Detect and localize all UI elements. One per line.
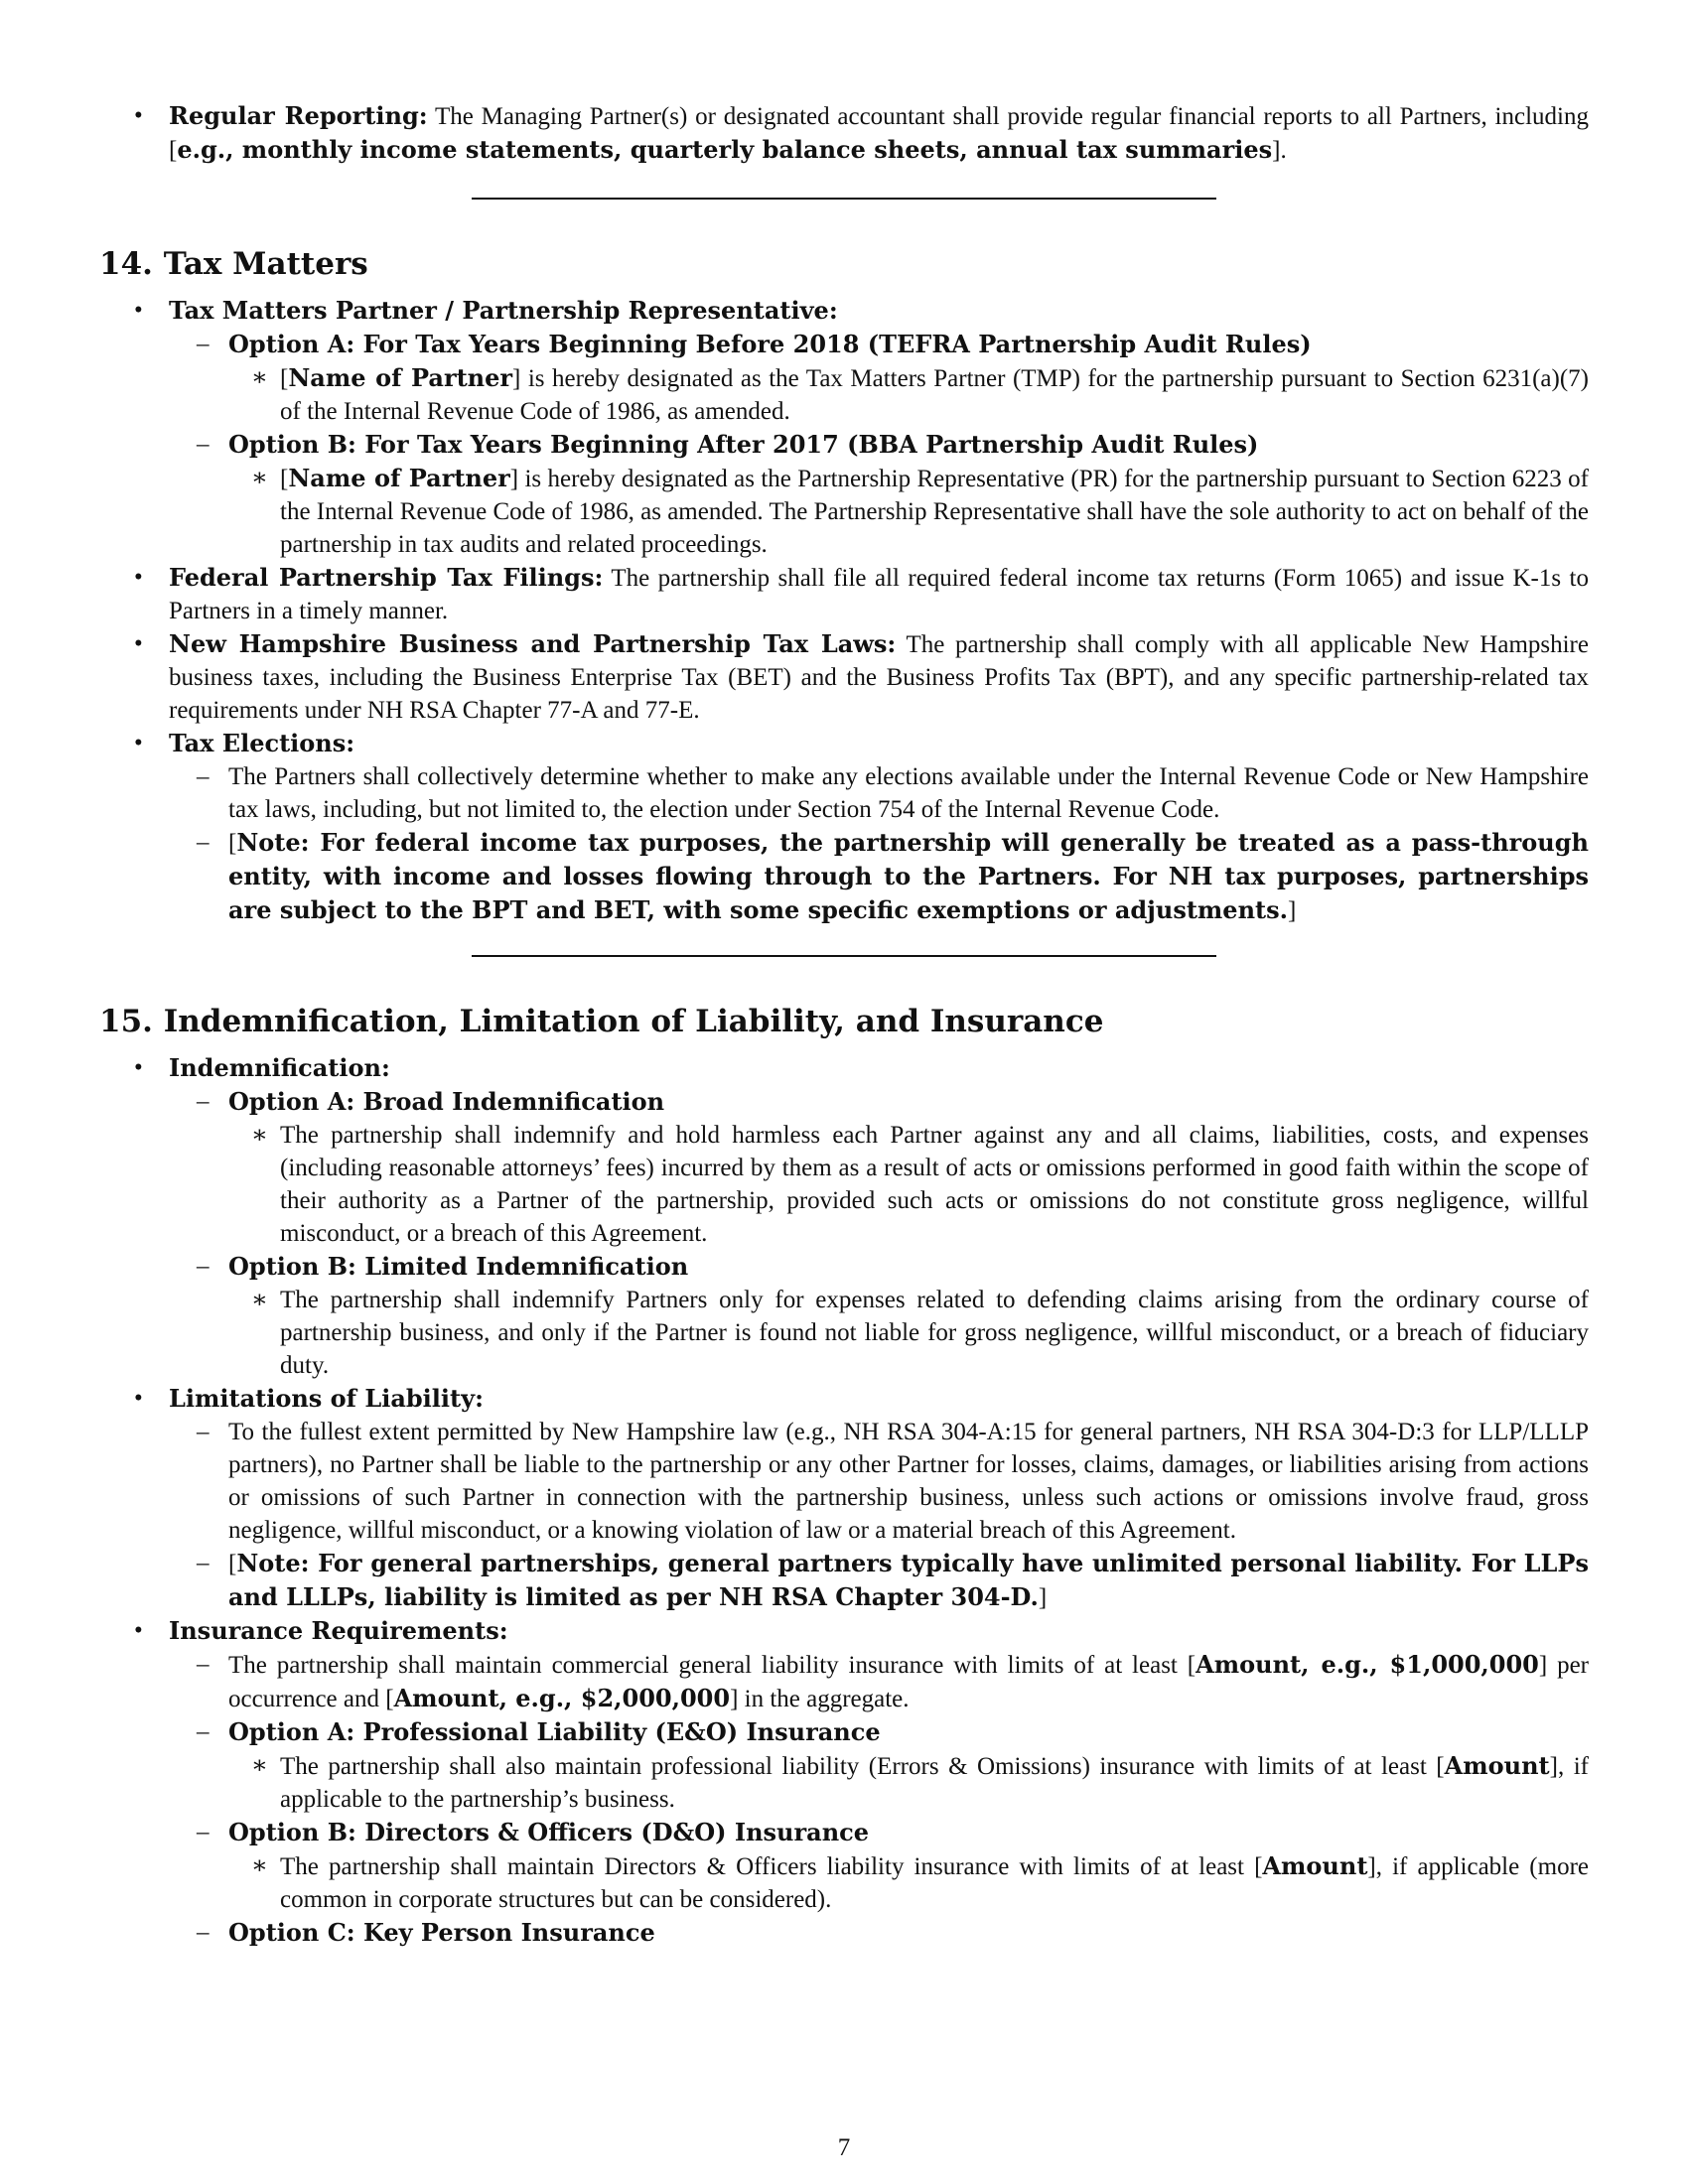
- option-a-label: Option A: For Tax Years Beginning Before 2018 (TEFRA Partnership Audit Rules): [228, 330, 1312, 358]
- indemnification-item: [99, 1051, 1589, 1085]
- limitations-text: To the fullest extent permitted by New Hampshire law (e.g., NH RSA 304-A:15 for general partners, NH RSA 304-D:3 for LLP/LLLP partners), no Partner shall be liable to the partnership or any other Partner for losses, claims, damages, or liabilities arising from actions or omissions of such Partner in connection with the partnership business, unless such actions or omissions involve fraud, gross negligence, willful misconduct, or a knowing violation of law or a material breach of this Agreement.: [228, 1419, 1589, 1544]
- bracket-open: [: [228, 830, 237, 857]
- section-14-list: [99, 294, 1589, 927]
- dash-marker: –: [197, 1253, 210, 1280]
- limitations-label: Limitations of Liability:: [169, 1384, 484, 1413]
- insurance-text-part: ] in the aggregate.: [730, 1686, 910, 1712]
- option-a-text-item: [99, 361, 1589, 428]
- bullet-marker: •: [134, 730, 143, 756]
- federal-filings-text: The partnership shall file all required federal income tax returns (Form 1065) and issue K-1s to Partners in a timely manner.: [169, 565, 1589, 624]
- option-b-label: Option B: For Tax Years Beginning After 2017 (BBA Partnership Audit Rules): [228, 430, 1259, 459]
- section-14-heading: 14. Tax Matters: [99, 246, 368, 282]
- regular-reporting-examples: e.g., monthly income statements, quarterly balance sheets, annual tax summaries: [177, 135, 1273, 164]
- bracket-open: [: [280, 466, 289, 492]
- star-marker: ∗: [251, 364, 268, 391]
- dash-marker: –: [197, 1819, 210, 1845]
- amount-placeholder: Amount, e.g., $2,000,000: [393, 1684, 731, 1712]
- bullet-marker: •: [134, 630, 143, 657]
- page-number: 7: [837, 2134, 851, 2161]
- eo-insurance-text: ], if applicable to the partnership’s business.: [280, 1753, 1589, 1813]
- limitations-text-item: [99, 1416, 1589, 1547]
- option-a-item: [99, 328, 1589, 361]
- tax-elections-text: The Partners shall collectively determine whether to make any elections available under the Internal Revenue Code or New Hampshire tax laws, including, but not limited to, the election under Section 754 of the Internal Revenue Code.: [228, 763, 1589, 823]
- section-13-list: [99, 99, 1589, 167]
- eo-insurance-text: The partnership shall also maintain professional liability (Errors & Omissions) insurance with limits of at least [: [280, 1753, 1445, 1780]
- document-page: [99, 99, 1589, 1950]
- tax-note-item: [99, 826, 1589, 927]
- do-insurance-text-item: [99, 1849, 1589, 1916]
- limited-indemnification-item: [99, 1250, 1589, 1284]
- bracket-close: ]: [1287, 897, 1297, 924]
- insurance-label: Insurance Requirements:: [169, 1616, 508, 1645]
- eo-insurance-item: [99, 1715, 1589, 1749]
- star-marker: ∗: [251, 1852, 268, 1879]
- bracket-open: [: [280, 365, 289, 392]
- dash-marker: –: [197, 763, 210, 790]
- eo-insurance-label: Option A: Professional Liability (E&O) Insurance: [228, 1717, 881, 1746]
- nh-tax-text: The partnership shall comply with all applicable New Hampshire business taxes, including the Business Enterprise Tax (BET) and the Business Profits Tax (BPT), and any specific partnership-related tax requirements under NH RSA Chapter 77-A and 77-E.: [169, 631, 1589, 724]
- nh-tax-label: New Hampshire Business and Partnership Tax Laws:: [169, 629, 897, 658]
- liability-note-text: Note: For general partnerships, general partners typically have unlimited personal liability. For LLPs and LLLPs, liability is limited as per NH RSA Chapter 304-D.: [228, 1549, 1589, 1611]
- do-insurance-text: ], if applicable (more common in corporate structures but can be considered).: [280, 1853, 1590, 1913]
- amount-placeholder: Amount: [1444, 1751, 1550, 1780]
- option-b-text: ] is hereby designated as the Partnership Representative (PR) for the partnership pursuant to Section 6223 of the Internal Revenue Code of 1986, as amended. The Partnership Representative shall have the sole authority to act on behalf of the partnership in tax audits and related proceedings.: [280, 466, 1589, 558]
- bullet-marker: •: [134, 1385, 143, 1412]
- tmp-label: Tax Matters Partner / Partnership Representative:: [169, 296, 838, 325]
- limitations-item: [99, 1382, 1589, 1416]
- do-insurance-label: Option B: Directors & Officers (D&O) Insurance: [228, 1818, 870, 1846]
- option-b-text-item: [99, 462, 1589, 561]
- dash-marker: –: [197, 1651, 210, 1678]
- dash-marker: –: [197, 1550, 210, 1576]
- bullet-marker: •: [134, 297, 143, 324]
- eo-insurance-text-item: [99, 1749, 1589, 1816]
- tax-elections-label: Tax Elections:: [169, 729, 355, 757]
- bullet-marker: •: [134, 1054, 143, 1081]
- do-insurance-text: The partnership shall maintain Directors & Officers liability insurance with limits of at least [: [280, 1853, 1263, 1880]
- key-person-insurance-item: [99, 1916, 1589, 1950]
- regular-reporting-item: [99, 99, 1589, 167]
- amount-placeholder: Amount, e.g., $1,000,000: [1196, 1650, 1539, 1679]
- dash-marker: –: [197, 829, 210, 856]
- federal-filings-label: Federal Partnership Tax Filings:: [169, 563, 604, 592]
- bullet-marker: •: [134, 102, 143, 129]
- nh-tax-item: [99, 627, 1589, 727]
- regular-reporting-tail: ].: [1272, 137, 1287, 164]
- star-marker: ∗: [251, 465, 268, 491]
- broad-indemnification-label: Option A: Broad Indemnification: [228, 1087, 665, 1116]
- regular-reporting-text: The Managing Partner(s) or designated accountant shall provide regular financial reports to all Partners, including [: [169, 103, 1589, 164]
- insurance-text-part: The partnership shall maintain commercial general liability insurance with limits of at least [: [228, 1652, 1196, 1679]
- bracket-open: [: [228, 1551, 237, 1577]
- dash-marker: –: [197, 431, 210, 458]
- tax-note-text: Note: For federal income tax purposes, the partnership will generally be treated as a pass-through entity, with income and losses flowing through to the Partners. For NH tax purposes, partnerships are subject to the BPT and BET, with some specific exemptions or adjustments.: [228, 828, 1589, 924]
- star-marker: ∗: [251, 1287, 268, 1313]
- option-a-text: ] is hereby designated as the Tax Matters Partner (TMP) for the partnership pursuant to Section 6231(a)(7) of the Internal Revenue Code of 1986, as amended.: [280, 365, 1589, 425]
- broad-indemnification-item: [99, 1085, 1589, 1119]
- limited-indemnification-text: The partnership shall indemnify Partners only for expenses related to defending claims arising from the ordinary course of partnership business, and only if the Partner is found not liable for gross negligence, willful misconduct, or a breach of fiduciary duty.: [280, 1287, 1589, 1379]
- insurance-item: [99, 1614, 1589, 1648]
- key-person-insurance-label: Option C: Key Person Insurance: [228, 1918, 655, 1947]
- section-15-heading: 15. Indemnification, Limitation of Liability, and Insurance: [99, 1004, 1104, 1039]
- federal-filings-item: [99, 561, 1589, 627]
- bullet-marker: •: [134, 564, 143, 591]
- dash-marker: –: [197, 1419, 210, 1445]
- name-of-partner-placeholder: Name of Partner: [288, 464, 510, 492]
- tax-elections-text-item: [99, 760, 1589, 826]
- bracket-close: ]: [1038, 1584, 1048, 1611]
- star-marker: ∗: [251, 1752, 268, 1779]
- amount-placeholder: Amount: [1262, 1851, 1368, 1880]
- regular-reporting-label: Regular Reporting:: [169, 101, 428, 130]
- insurance-text-item: [99, 1648, 1589, 1715]
- limited-indemnification-label: Option B: Limited Indemnification: [228, 1252, 689, 1281]
- star-marker: ∗: [251, 1122, 268, 1149]
- liability-note-item: [99, 1547, 1589, 1614]
- indemnification-label: Indemnification:: [169, 1053, 390, 1082]
- section-15-list: [99, 1051, 1589, 1950]
- broad-indemnification-text: The partnership shall indemnify and hold harmless each Partner against any and all claims, liabilities, costs, and expenses (including reasonable attorneys’ fees) incurred by them as a result of acts or omissions performed in good faith within the scope of their authority as a Partner of the partnership, provided such acts or omissions do not constitute gross negligence, willful misconduct, or a breach of this Agreement.: [280, 1122, 1589, 1247]
- do-insurance-item: [99, 1816, 1589, 1849]
- name-of-partner-placeholder: Name of Partner: [288, 363, 513, 392]
- tmp-item: [99, 294, 1589, 328]
- tax-elections-item: [99, 727, 1589, 760]
- dash-marker: –: [197, 1718, 210, 1745]
- broad-indemnification-text-item: [99, 1119, 1589, 1250]
- limited-indemnification-text-item: [99, 1284, 1589, 1382]
- bullet-marker: •: [134, 1617, 143, 1644]
- insurance-text-part: ] per occurrence and [: [228, 1652, 1590, 1712]
- dash-marker: –: [197, 1919, 210, 1946]
- dash-marker: –: [197, 1088, 210, 1115]
- option-b-item: [99, 428, 1589, 462]
- dash-marker: –: [197, 331, 210, 357]
